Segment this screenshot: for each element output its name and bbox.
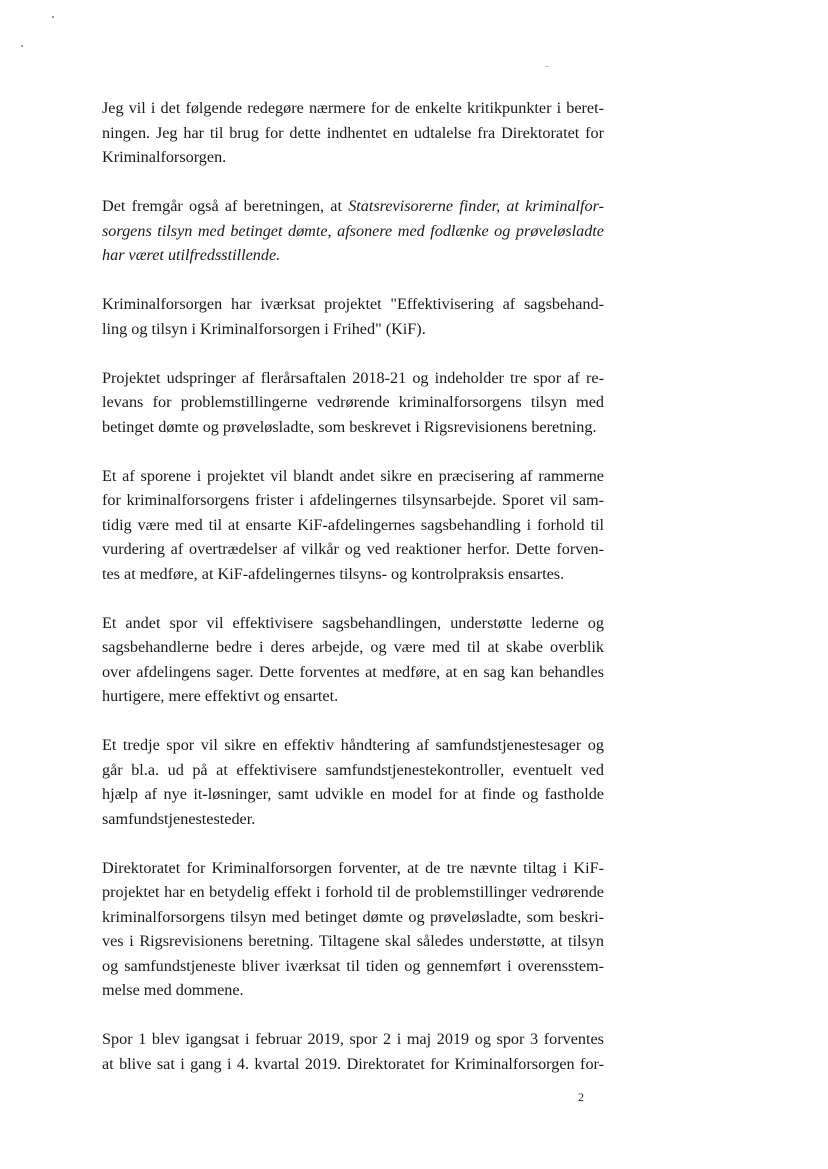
paragraph-3 <box>102 292 604 341</box>
paragraph-5 <box>102 464 604 587</box>
text-line: ningen. Jeg har til brug for dette indhentet en udtalelse fra Direktoratet for <box>102 123 604 142</box>
text-line: over afdelingens sager. Dette forventes at medføre, at en sag kan behandles <box>102 662 604 681</box>
text-line: Spor 1 blev igangsat i februar 2019, spor 2 i maj 2019 og spor 3 forventes <box>102 1030 604 1048</box>
text-line: projektet har en betydelig effekt i forhold til de problemstillinger vedrørende <box>102 883 604 901</box>
text-line: og samfundstjeneste bliver iværksat til tiden og gennemført i overensstem- <box>102 956 604 975</box>
text-line: levans for problemstillingerne vedrørende kriminalforsorgens tilsyn med <box>102 393 604 411</box>
text-line: ling og tilsyn i Kriminalforsorgen i Frihed" (KiF). <box>102 319 426 338</box>
text-line: for kriminalforsorgens frister i afdelingernes tilsynsarbejde. Sporet vil sam- <box>102 491 604 509</box>
paragraph-8 <box>102 856 604 1003</box>
quote-text: Statsrevisorerne finder, at kriminalfor- <box>348 197 605 215</box>
body-text <box>102 96 604 1076</box>
paragraph-2 <box>102 194 604 268</box>
text-line: at blive sat i gang i 4. kvartal 2019. Direktoratet for Kriminalforsorgen for- <box>102 1054 604 1073</box>
text-segment: Det fremgår også af beretningen, at <box>102 197 342 215</box>
text-line: går bl.a. ud på at effektivisere samfundstjenestekontroller, eventuelt ved <box>102 760 604 779</box>
paragraph-9 <box>102 1027 604 1076</box>
quote-text: har været utilfredsstillende. <box>102 246 281 264</box>
text-line: Et andet spor vil effektivisere sagsbehandlingen, understøtte lederne og <box>102 613 604 632</box>
scan-speck <box>21 45 23 47</box>
text-line: vurdering af overtrædelser af vilkår og ved reaktioner herfor. Dette forven- <box>102 540 604 558</box>
text-line: sagsbehandlerne bedre i deres arbejde, og være med til at skabe overblik <box>102 638 604 656</box>
text-line: Kriminalforsorgen har iværksat projektet "Effektivisering af sagsbehand- <box>102 295 604 313</box>
text-line: samfundstjenestesteder. <box>102 809 256 828</box>
text-line: tes at medføre, at KiF-afdelingernes tilsyns- og kontrolpraksis ensartes. <box>102 564 565 583</box>
paragraph-1 <box>102 96 604 170</box>
text-line: hjælp af nye it-løsninger, samt udvikle en model for at finde og fastholde <box>102 785 604 803</box>
scan-speck <box>545 66 549 67</box>
page-number: 2 <box>578 1090 584 1104</box>
text-line <box>102 194 604 219</box>
text-line: Kriminalforsorgen. <box>102 148 227 166</box>
text-line: hurtigere, mere effektivt og ensartet. <box>102 687 339 705</box>
text-line: Projektet udspringer af flerårsaftalen 2018-21 og indeholder tre spor af re- <box>102 368 604 387</box>
text-line: melse med dommene. <box>102 981 244 999</box>
paragraph-4 <box>102 366 604 440</box>
text-line: tidig være med til at ensarte KiF-afdelingernes sagsbehandling i forhold til <box>102 515 604 534</box>
text-line: Jeg vil i det følgende redegøre nærmere for de enkelte kritikpunkter i beret- <box>102 99 604 117</box>
text-line: Et tredje spor vil sikre en effektiv håndtering af samfundstjenestesager og <box>102 736 604 754</box>
paragraph-7 <box>102 733 604 831</box>
text-line: betinget dømte og prøveløsladte, som beskrevet i Rigsrevisionens beretning. <box>102 417 597 436</box>
text-line: kriminalforsorgens tilsyn med betinget dømte og prøveløsladte, som beskri- <box>102 907 604 926</box>
text-line: ves i Rigsrevisionens beretning. Tiltagene skal således understøtte, at tilsyn <box>102 932 604 950</box>
scan-speck <box>52 16 54 18</box>
quote-text: sorgens tilsyn med betinget dømte, afsonere med fodlænke og prøveløsladte <box>102 221 604 240</box>
text-line: Et af sporene i projektet vil blandt andet sikre en præcisering af rammerne <box>102 466 604 485</box>
text-line: Direktoratet for Kriminalforsorgen forventer, at de tre nævnte tiltag i KiF- <box>102 858 604 877</box>
paragraph-6 <box>102 611 604 709</box>
